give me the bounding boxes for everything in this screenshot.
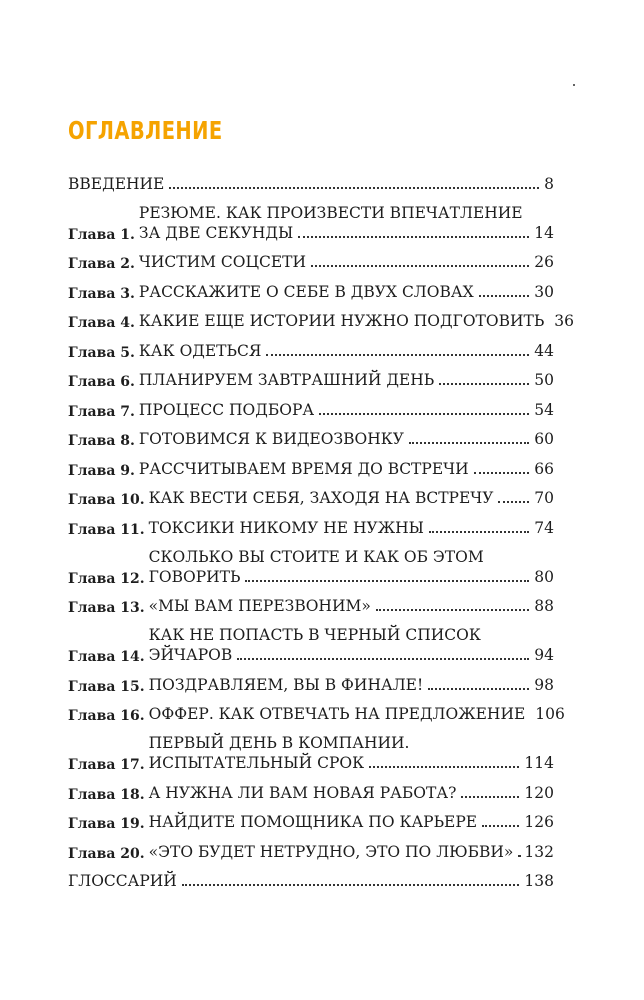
page-number: 14: [534, 223, 554, 242]
page-number: 50: [534, 371, 554, 389]
page-number: 66: [534, 459, 554, 478]
dot-leader: [169, 187, 539, 189]
toc-entry[interactable]: [68, 508, 554, 538]
chapter-label: Глава 10.: [68, 492, 145, 508]
toc-entry[interactable]: [68, 194, 554, 243]
chapter-title-line1: РЕЗЮМЕ. КАК ПРОИЗВЕСТИ ВПЕЧАТЛЕНИЕ: [138, 203, 523, 222]
page-number: 30: [534, 282, 554, 301]
chapter-label: Глава 7.: [68, 403, 135, 420]
chapter-label: Глава 15.: [68, 678, 145, 695]
page-number: 106: [535, 705, 565, 723]
toc-entry[interactable]: [68, 164, 554, 194]
chapter-label: Глава 17.: [68, 757, 145, 773]
toc-entry[interactable]: [68, 302, 575, 332]
page-number: 88: [534, 597, 554, 615]
chapter-label: Глава 12.: [68, 570, 145, 587]
toc-entry[interactable]: [68, 832, 554, 862]
chapter-title: ГЛОССАРИЙ: [68, 872, 177, 890]
table-of-contents: [68, 164, 575, 891]
dot-leader: [474, 472, 530, 474]
toc-entry[interactable]: [68, 420, 554, 450]
dot-leader: [369, 766, 519, 768]
toc-entry[interactable]: [68, 390, 554, 420]
dot-leader: [376, 609, 529, 611]
page-number: 114: [524, 754, 554, 772]
chapter-title: КАКИЕ ЕЩЕ ИСТОРИИ НУЖНО ПОДГОТОВИТЬ: [138, 312, 545, 330]
toc-entry[interactable]: [68, 361, 554, 391]
toc-entry[interactable]: [68, 803, 554, 833]
chapter-title: РАССЧИТЫВАЕМ ВРЕМЯ ДО ВСТРЕЧИ: [138, 459, 469, 478]
dot-leader: [237, 658, 529, 660]
chapter-title-line1: ПЕРВЫЙ ДЕНЬ В КОМПАНИИ.: [148, 734, 410, 752]
chapter-label: Глава 20.: [68, 845, 145, 862]
chapter-label: Глава 8.: [68, 433, 135, 449]
dot-leader: [298, 236, 529, 238]
chapter-title: «МЫ ВАМ ПЕРЕЗВОНИМ»: [148, 597, 371, 615]
toc-entry[interactable]: [68, 331, 554, 361]
chapter-label: Глава 16.: [68, 708, 145, 724]
toc-entry[interactable]: [68, 479, 554, 509]
page-dot-mark: [573, 84, 575, 86]
chapter-label: Глава 13.: [68, 600, 145, 616]
chapter-title: РАССКАЖИТЕ О СЕБЕ В ДВУХ СЛОВАХ: [138, 282, 474, 301]
chapter-title: ПОЗДРАВЛЯЕМ, ВЫ В ФИНАЛЕ!: [148, 675, 424, 694]
dot-leader: [319, 413, 529, 415]
chapter-label: Глава 5.: [68, 344, 135, 361]
toc-entry[interactable]: [68, 449, 554, 479]
chapter-title: ЗА ДВЕ СЕКУНДЫ: [138, 223, 294, 242]
page-number: 138: [524, 872, 554, 890]
page-number: 36: [554, 312, 575, 330]
toc-entry[interactable]: [68, 616, 554, 665]
toc-entry[interactable]: [68, 272, 554, 302]
dot-leader: [498, 501, 529, 503]
toc-entry[interactable]: [68, 538, 554, 587]
chapter-label: Глава 11.: [68, 521, 145, 538]
page-number: 94: [534, 646, 554, 664]
chapter-title: ЭЙЧАРОВ: [148, 646, 233, 664]
chapter-title: ОФФЕР. КАК ОТВЕЧАТЬ НА ПРЕДЛОЖЕНИЕ: [148, 705, 526, 723]
dot-leader: [461, 796, 519, 798]
page-number: 120: [524, 783, 554, 802]
chapter-label: Глава 14.: [68, 649, 145, 665]
page-number: 132: [524, 842, 554, 861]
chapter-title: НАЙДИТЕ ПОМОЩНИКА ПО КАРЬЕРЕ: [148, 813, 478, 831]
chapter-title: КАК ВЕСТИ СЕБЯ, ЗАХОДЯ НА ВСТРЕЧУ: [148, 489, 494, 507]
dot-leader: [429, 531, 529, 533]
dot-leader: [245, 580, 529, 582]
dot-leader: [482, 825, 519, 827]
dot-leader: [182, 884, 520, 886]
chapter-label: Глава 6.: [68, 374, 135, 390]
toc-entry[interactable]: [68, 695, 565, 725]
dot-leader: [266, 354, 529, 356]
page-number: 80: [534, 567, 554, 586]
chapter-title: ПРОЦЕСС ПОДБОРА: [138, 400, 315, 419]
page-number: 54: [534, 400, 554, 419]
chapter-title: А НУЖНА ЛИ ВАМ НОВАЯ РАБОТА?: [148, 783, 457, 802]
chapter-title: «ЭТО БУДЕТ НЕТРУДНО, ЭТО ПО ЛЮБВИ»: [148, 842, 514, 861]
toc-title: ОГЛАВЛЕНИЕ: [68, 116, 223, 145]
toc-entry[interactable]: [68, 243, 554, 273]
chapter-label: Глава 2.: [68, 256, 135, 272]
chapter-title: ГОТОВИМСЯ К ВИДЕОЗВОНКУ: [138, 430, 404, 448]
chapter-title: ТОКСИКИ НИКОМУ НЕ НУЖНЫ: [148, 518, 424, 537]
chapter-label: Глава 3.: [68, 285, 135, 302]
toc-entry[interactable]: [68, 724, 554, 773]
page-number: 74: [534, 518, 554, 537]
dot-leader: [311, 265, 529, 267]
page-number: 44: [534, 341, 554, 360]
toc-entry[interactable]: [68, 773, 554, 803]
chapter-label: Глава 4.: [68, 315, 135, 331]
chapter-title: ЧИСТИМ СОЦСЕТИ: [138, 253, 307, 271]
chapter-title-line1: СКОЛЬКО ВЫ СТОИТЕ И КАК ОБ ЭТОМ: [148, 547, 484, 566]
chapter-title: ГОВОРИТЬ: [148, 567, 241, 586]
chapter-label: Глава 18.: [68, 786, 145, 803]
dot-leader: [428, 688, 529, 690]
dot-leader: [479, 295, 530, 297]
chapter-label: Глава 19.: [68, 816, 145, 832]
page-number: 70: [534, 489, 554, 507]
dot-leader: [439, 383, 529, 385]
chapter-label: Глава 9.: [68, 462, 135, 479]
chapter-title-line1: КАК НЕ ПОПАСТЬ В ЧЕРНЫЙ СПИСОК: [148, 626, 481, 644]
toc-entry[interactable]: [68, 862, 554, 892]
page-number: 60: [534, 430, 554, 448]
chapter-label: Глава 1.: [68, 226, 135, 243]
dot-leader: [409, 442, 529, 444]
page-number: 98: [534, 675, 554, 694]
page-number: 126: [524, 813, 554, 831]
toc-entry[interactable]: [68, 587, 554, 617]
dot-leader: [518, 855, 519, 857]
chapter-title: ИСПЫТАТЕЛЬНЫЙ СРОК: [148, 754, 365, 772]
chapter-title: КАК ОДЕТЬСЯ: [138, 341, 262, 360]
chapter-title: ПЛАНИРУЕМ ЗАВТРАШНИЙ ДЕНЬ: [138, 371, 435, 389]
toc-entry[interactable]: [68, 665, 554, 695]
chapter-title: ВВЕДЕНИЕ: [68, 174, 165, 193]
page-number: 26: [534, 253, 554, 271]
page-number: 8: [544, 174, 554, 193]
